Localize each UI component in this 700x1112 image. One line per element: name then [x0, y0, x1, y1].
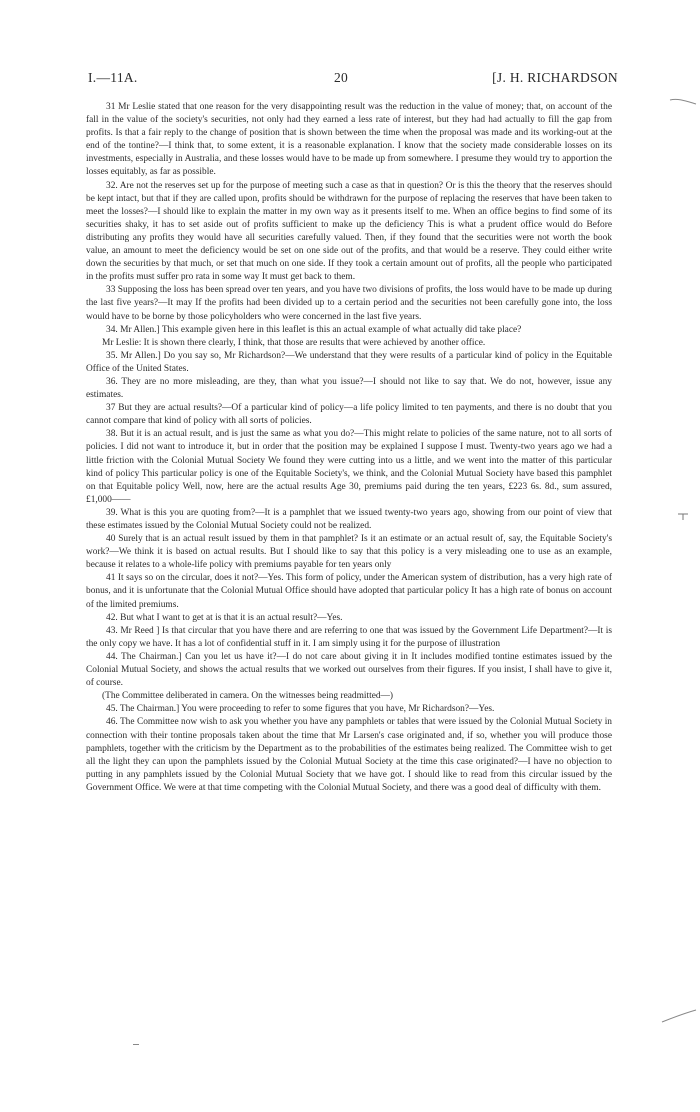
evidence-text — [86, 101, 612, 795]
document-reference: I.—11A. — [88, 70, 138, 85]
paragraph-37: 37 But they are actual results?—Of a particular kind of policy—a life policy limited to ten payments, and there is no doubt that you cannot compare that kind of policy with all sorts of policies. — [86, 403, 612, 427]
margin-artifact-top — [668, 92, 698, 106]
page-header — [88, 70, 618, 90]
footer-dash — [133, 1044, 139, 1045]
leslie-remark: Mr Leslie: It is shown there clearly, I think, that those are results that were achieved by another office. — [102, 337, 486, 348]
paragraph-38: 38. But it is an actual result, and is just the same as what you do?—This might relate to policies of the same nature, not to all sorts of policies. I did not want to introduce it, but in order that the position may be explained I suppose I must. Twenty-two years ago we had a little friction with the Colonial Mutual Society We found they were cutting into us a little, and we went into the matter of this particular kind of policy This particular policy is one of the Equitable Society's, we think, and the Colonial Mutual Society have based this pamphlet on that Equitable policy Well, now, here are the actual results Age 30, premiums paid during the ten years, £223 6s. 8d., sum assured, £1,000—— — [86, 429, 612, 505]
committee-note: (The Committee deliberated in camera. On the witnesses being readmitted—) — [102, 691, 394, 702]
paragraph-34: 34. Mr Allen.] This example given here in this leaflet is this an actual example of what actually did take place? — [106, 324, 522, 335]
margin-artifact-middle — [676, 508, 692, 522]
paragraph-39: 39. What is this you are quoting from?—It is a pamphlet that we issued twenty-two years ago, showing from our point of view that these estimates issued by the Colonial Mutual Society could not be realized. — [86, 507, 612, 531]
paragraph-43: 43. Mr Reed ] Is that circular that you have there and are referring to one that was issued by the Government Life Department?—It is the only copy we have. It has a lot of confidential stuff in it. I am simply using it for the purpose of illustration — [86, 625, 612, 649]
paragraph-40: 40 Surely that is an actual result issued by them in that pamphlet? Is it an estimate or an actual result of, say, the Equitable Society's work?—We think it is based on actual results. But I should like to say that this policy is a very misleading one to use as an example, because it relates to a whole-life policy with premiums payable for ten years only — [86, 534, 612, 571]
paragraph-36: 36. They are no more misleading, are they, than what you issue?—I should not like to say that. We do not, however, issue any estimates. — [86, 376, 612, 401]
paragraph-33: 33 Supposing the loss has been spread over ten years, and you have two divisions of profits, the loss would have to be made up during the last five years?—It may If the profits had been divided up to a certain period and the securities not been carefully gone into, the loss would have to be borne by those policyholders who were concerned in the last five years. — [86, 285, 612, 322]
paragraph-44: 44. The Chairman.] Can you let us have it?—I do not care about giving it in It includes modified tontine estimates issued by the Colonial Mutual Society, and shows the actual results that we worked out ourselves from their figures. If you insist, I shall have to give it, of course. — [86, 651, 612, 689]
witness-name: [J. H. RICHARDSON — [492, 70, 618, 85]
paragraph-46: 46. The Committee now wish to ask you whether you have any pamphlets or tables that were issued by the Colonial Mutual Society in connection with their tontine proposals taken about the time that Mr Larsen's case originated and, if so, whether you will produce those pamphlets, together with the criticism by the Department as to the probabilities of the estimates being realized. The Committee wish to get all the light they can upon the pamphlets issued by the Colonial Mutual Society at the time this case originated?—I have no objection to putting in any pamphlets issued by the Colonial Mutual Society that we have got. I should like to read from this circular issued by the Government Office. We were at that time competing with the Colonial Mutual Society, and there was a good deal of difficulty with them. — [86, 717, 612, 793]
paragraph-45: 45. The Chairman.] You were proceeding to refer to some figures that you have, Mr Richardson?—Yes. — [106, 704, 495, 715]
paragraph-35: 35. Mr Allen.] Do you say so, Mr Richardson?—We understand that they were results of a particular kind of policy in the Equitable Office of the United States. — [86, 350, 612, 374]
margin-artifact-bottom — [660, 1006, 698, 1026]
paragraph-31: 31 Mr Leslie stated that one reason for the very disappointing result was the reduction in the value of money; that, on account of the fall in the value of the society's securities, not only had they earned a less rate of interest, but they had had actually to fill the gap from profits. Is that a fair reply to the change of position that is shown between the time when the proposal was made and its working-out at the end of the tontine?—I think that, to some extent, it is a reasonable explanation. I know that the society made considerable losses on its investments, especially in Australia, and these losses would have to be made up from somewhere. I presume they would try to apportion the losses equitably, as far as possible. — [86, 102, 612, 178]
page-number: 20 — [334, 70, 349, 85]
paragraph-41: 41 It says so on the circular, does it not?—Yes. This form of policy, under the American system of distribution, has a very high rate of bonus, and it is unfortunate that the Colonial Mutual Office should have adopted that particular policy It has a high rate of bonus on account of the limited premiums. — [86, 573, 612, 610]
paragraph-42: 42. But what I want to get at is that it is an actual result?—Yes. — [106, 612, 343, 623]
paragraph-32: 32. Are not the reserves set up for the purpose of meeting such a case as that in question? Or is this the theory that the reserves should be kept intact, but that if they are called upon, profits should be withdrawn for the purpose of replacing the reserves that have been taken to meet the losses?—I should like to explain the matter in my own way as it presents itself to me. When an office begins to find some of its securities shaky, it has to set aside out of profits sufficient to make up the deficiency This is what a prudent office would do Before distributing any profits they would have all securities carefully valued. Then, if they found that the securities were not worth the book value, an amount to meet the deficiency would be set on one side out of the profits, and that would be a reserve. They could either write down the securities by that much, or set that much on one side. If they took a certain amount out of profits, all the people who participated in the profits must suffer pro rata in some way It must get back to them. — [86, 180, 612, 283]
